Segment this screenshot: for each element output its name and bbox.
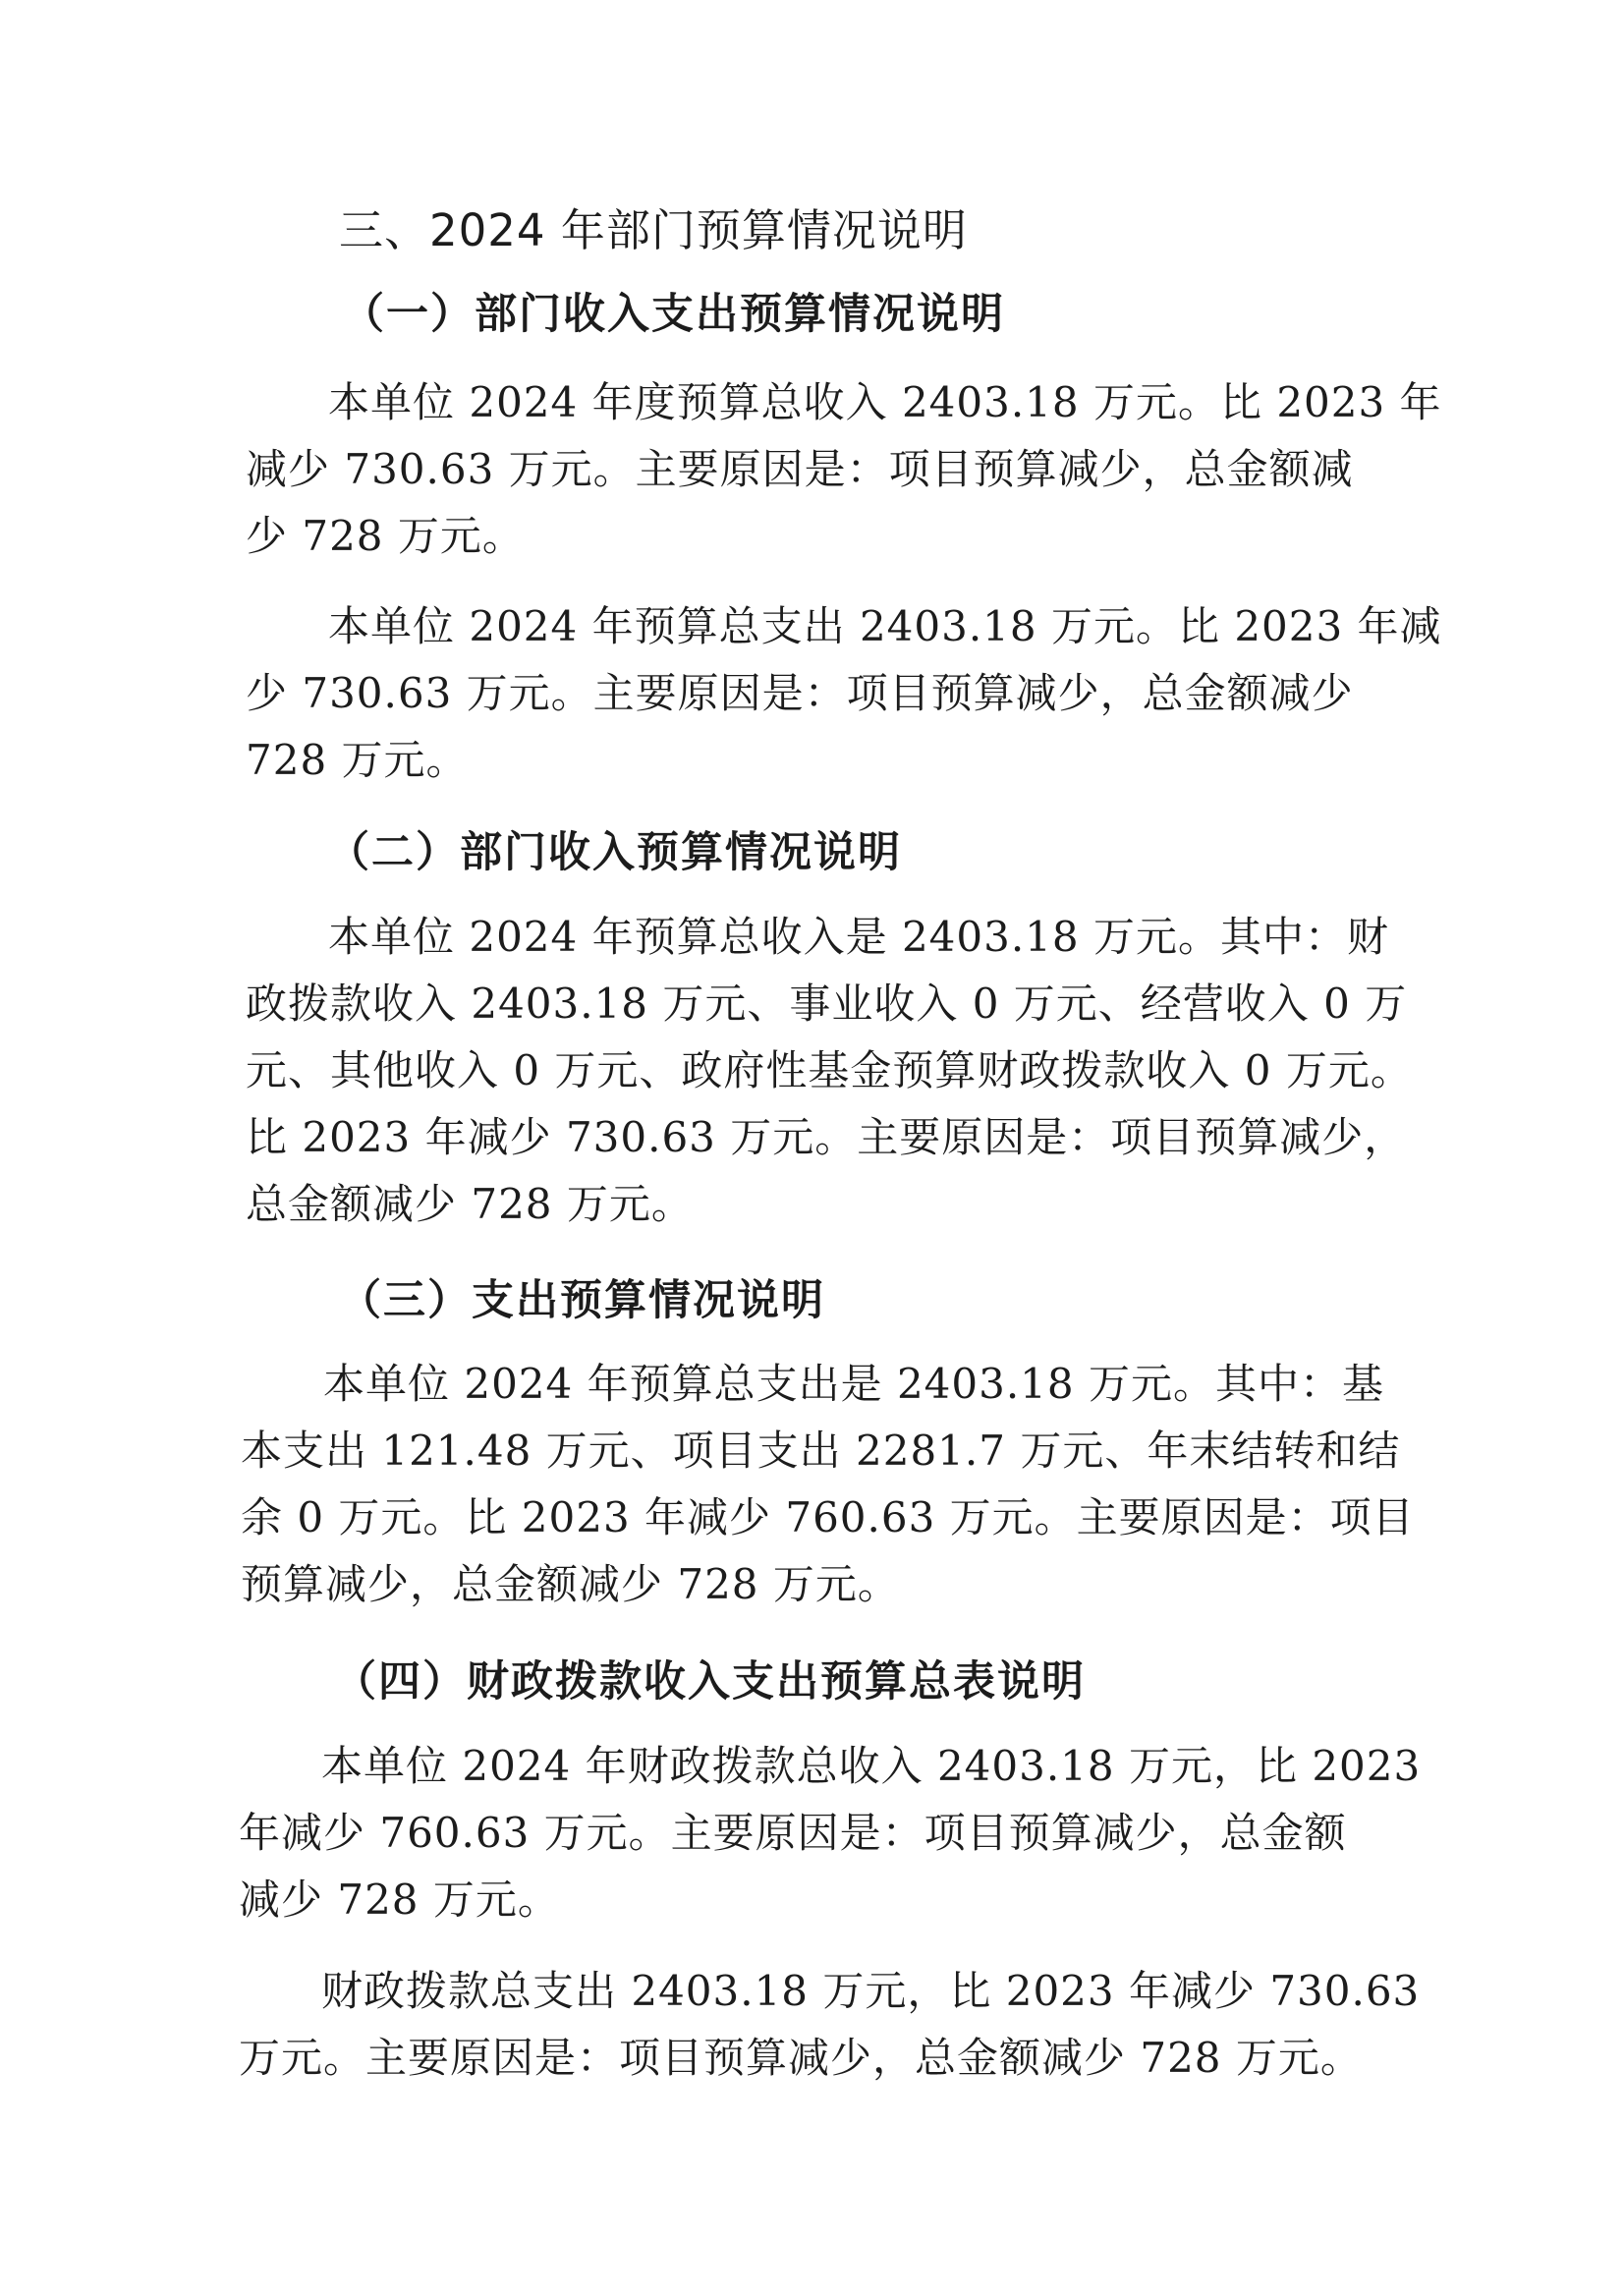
paragraph-line: 728 万元。 <box>246 736 469 784</box>
paragraph-line: 余 0 万元。比 2023 年减少 760.63 万元。主要原因是：项目 <box>241 1493 1415 1541</box>
paragraph-line: 元、其他收入 0 万元、政府性基金预算财政拨款收入 0 万元。 <box>246 1046 1413 1094</box>
paragraph-fiscal-expenditure <box>239 1958 1420 2092</box>
heading-income-budget: （二）部门收入预算情况说明 <box>327 828 902 877</box>
paragraph-line: 少 730.63 万元。主要原因是：项目预算减少，总金额减少 <box>246 669 1354 717</box>
heading-income-expenditure: （一）部门收入支出预算情况说明 <box>342 290 1005 339</box>
paragraph-line: 本支出 121.48 万元、项目支出 2281.7 万元、年末结转和结 <box>241 1427 1401 1475</box>
paragraph-line: 本单位 2024 年预算总支出 2403.18 万元。比 2023 年减 <box>328 602 1442 650</box>
paragraph-line: 减少 730.63 万元。主要原因是：项目预算减少，总金额减 <box>246 445 1354 493</box>
paragraph-line: 预算减少，总金额减少 728 万元。 <box>241 1560 900 1608</box>
heading-expenditure-budget: （三）支出预算情况说明 <box>339 1276 825 1325</box>
section-title: 三、2024 年部门预算情况说明 <box>339 204 968 256</box>
paragraph-line: 财政拨款总支出 2403.18 万元，比 2023 年减少 730.63 <box>321 1967 1421 2015</box>
paragraph-line: 减少 728 万元。 <box>239 1875 560 1924</box>
paragraph-income-breakdown <box>246 904 1413 1238</box>
paragraph-fiscal-income <box>239 1733 1421 1933</box>
paragraph-total-income <box>246 369 1442 570</box>
paragraph-line: 本单位 2024 年度预算总收入 2403.18 万元。比 2023 年 <box>328 378 1442 426</box>
paragraph-total-expenditure <box>246 593 1442 794</box>
paragraph-line: 本单位 2024 年预算总支出是 2403.18 万元。其中：基 <box>323 1360 1384 1408</box>
paragraph-line: 本单位 2024 年财政拨款总收入 2403.18 万元，比 2023 <box>321 1742 1422 1790</box>
paragraph-line: 少 728 万元。 <box>246 512 525 560</box>
paragraph-line: 本单位 2024 年预算总收入是 2403.18 万元。其中：财 <box>328 913 1389 961</box>
paragraph-line: 政拨款收入 2403.18 万元、事业收入 0 万元、经营收入 0 万 <box>246 980 1408 1028</box>
paragraph-line: 总金额减少 728 万元。 <box>246 1180 694 1228</box>
paragraph-expenditure-breakdown <box>241 1351 1415 1618</box>
paragraph-line: 比 2023 年减少 730.63 万元。主要原因是：项目预算减少， <box>246 1113 1407 1161</box>
paragraph-line: 年减少 760.63 万元。主要原因是：项目预算减少，总金额 <box>239 1809 1347 1857</box>
paragraph-line: 万元。主要原因是：项目预算减少，总金额减少 728 万元。 <box>239 2034 1363 2082</box>
heading-fiscal-appropriation: （四）财政拨款收入支出预算总表说明 <box>334 1657 1086 1707</box>
